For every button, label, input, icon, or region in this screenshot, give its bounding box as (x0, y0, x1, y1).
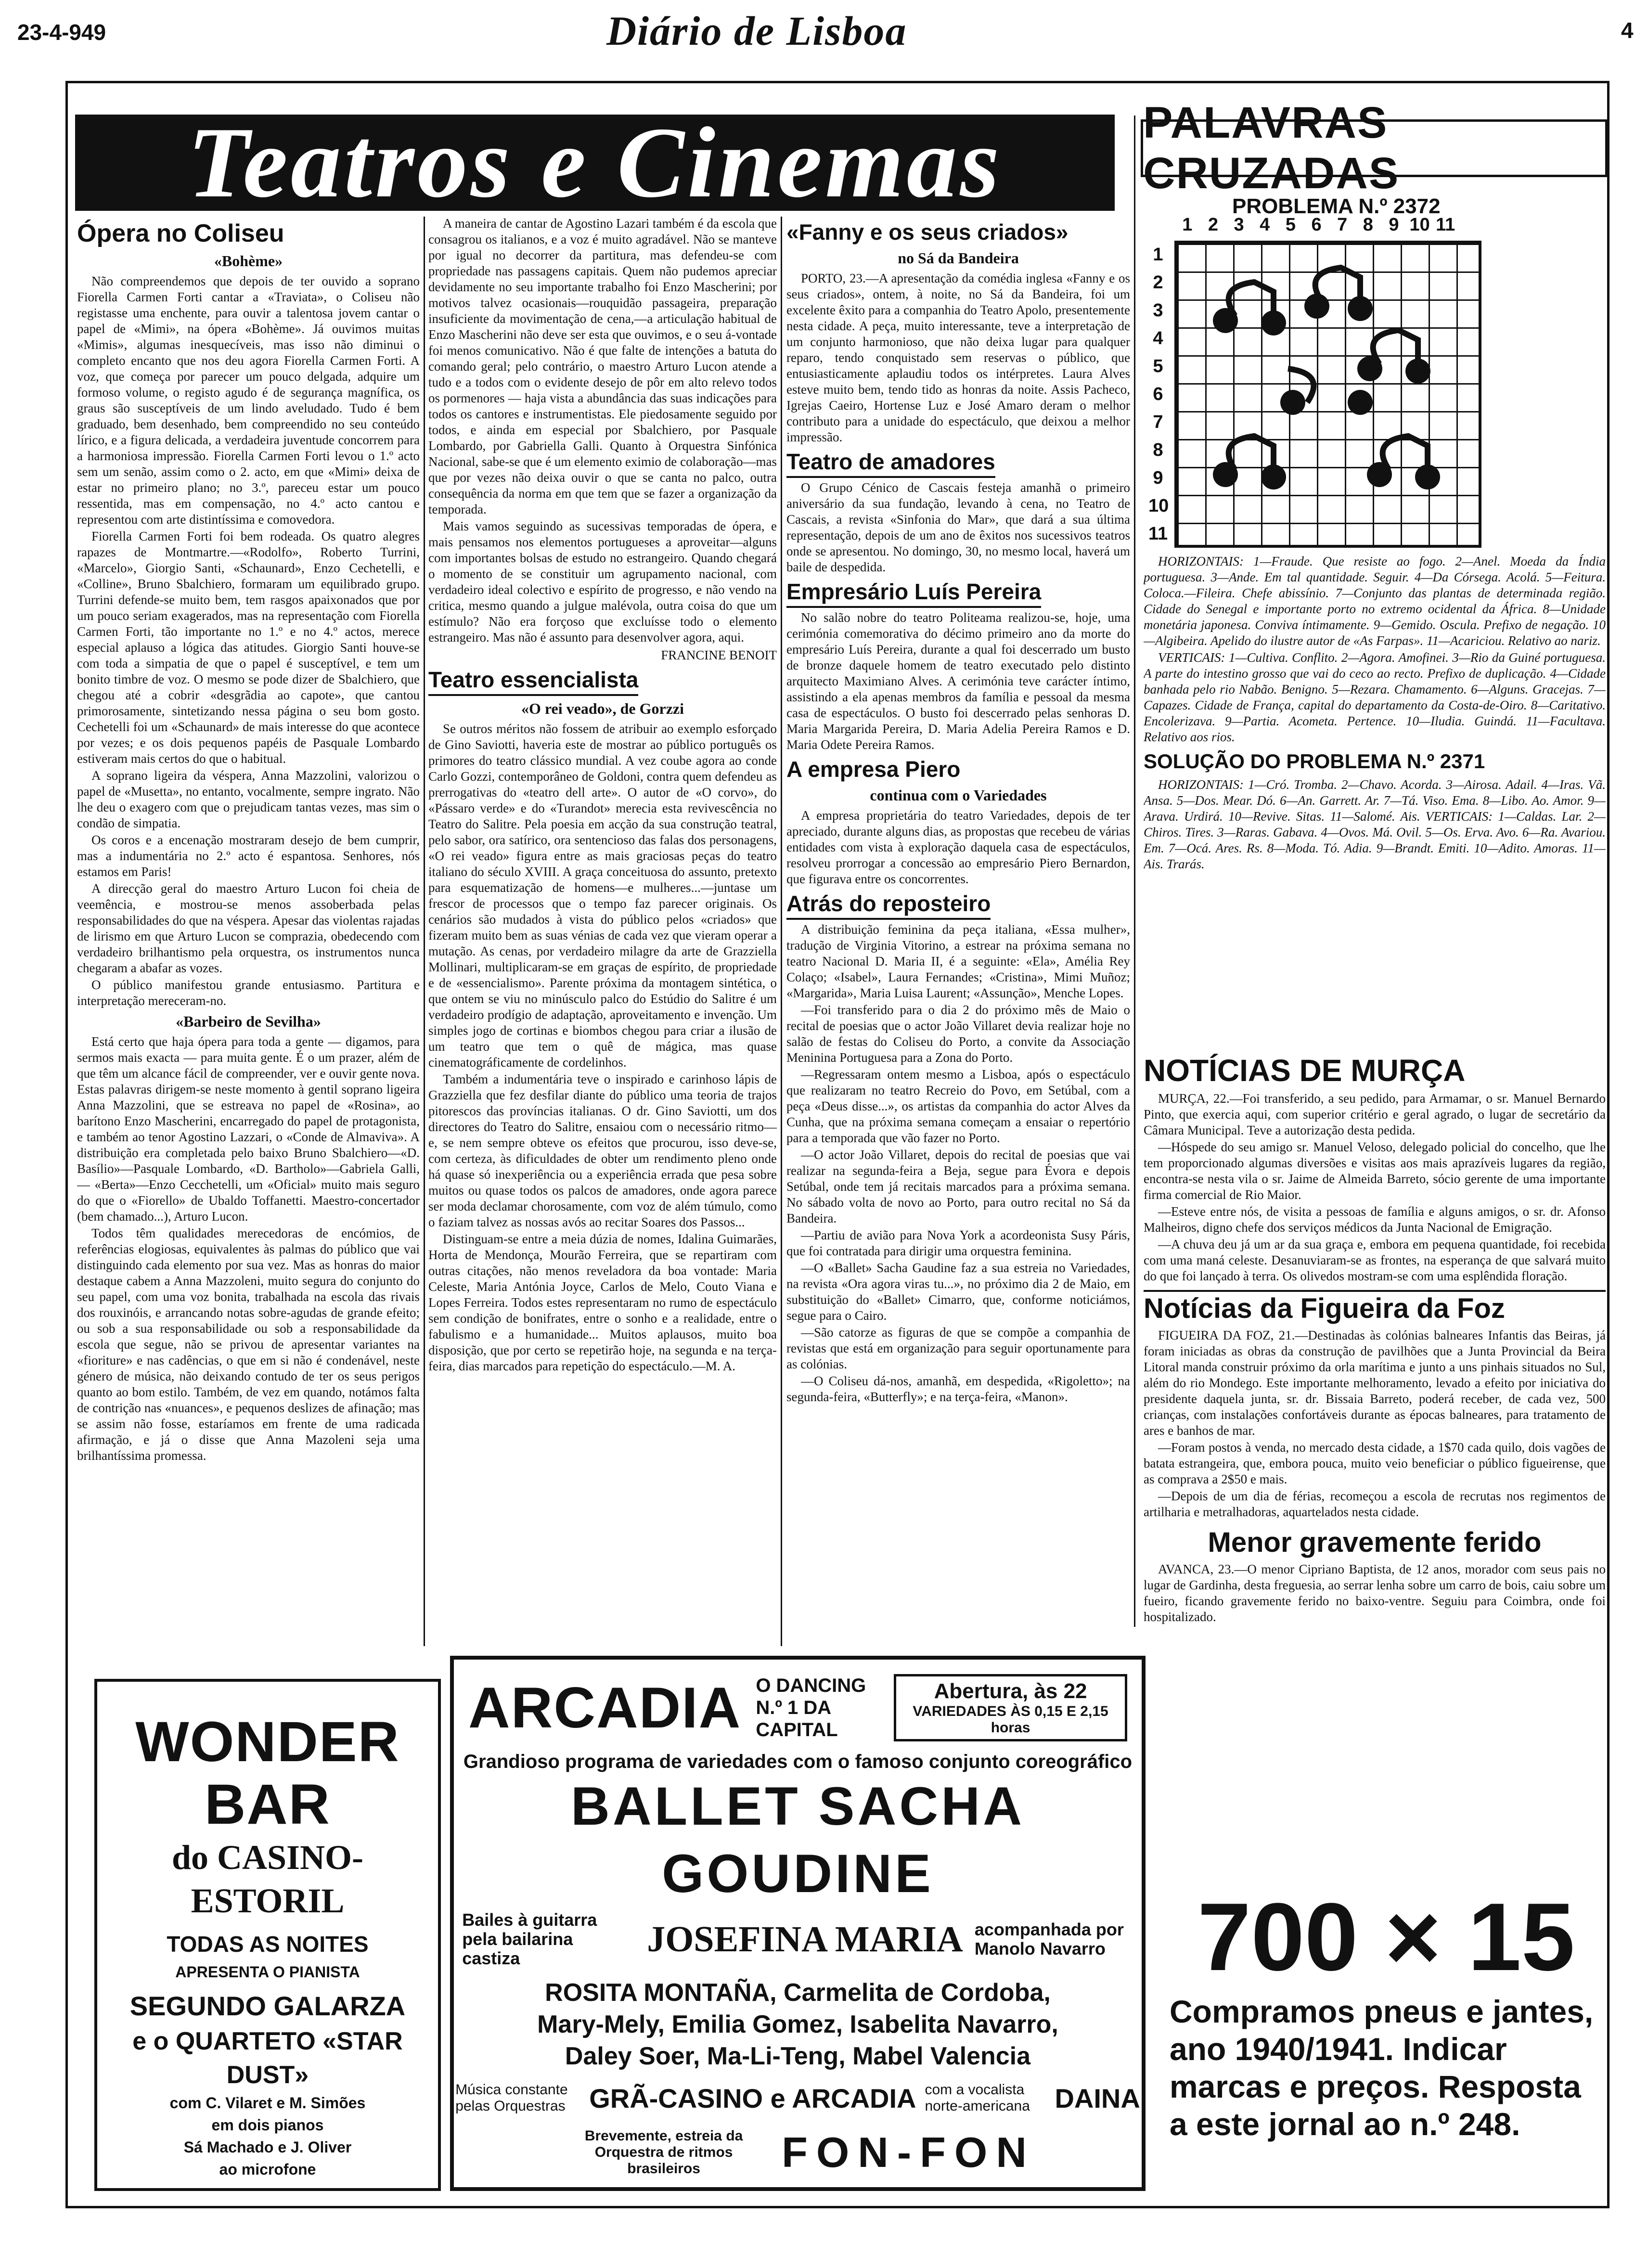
subhead-sa-bandeira: no Sá da Bandeira (898, 249, 1019, 267)
arcadia-name: ARCADIA (468, 1675, 742, 1740)
headline-opera: Ópera no Coliseu (77, 219, 284, 247)
crossword-problem-number: PROBLEMA N.º 2372 (1232, 194, 1441, 218)
paragraph: Está certo que haja ópera para toda a gente — digamos, para sermos mais exacta — para muita gente. É o um prazer, além de que têm um alcance fácil de compreender, ver e ouvir gente nova. Estas palavras dirigem-se neste momento à gentil soprano ligeira Anna Mazzolini, que se estreava no papel de «Rosina», ao barítono Enzo Mascherini, encarregado do papel de protagonista, e também ao tenor Agostino Lazzari, o «Conde de Almaviva». A distribuição era completada pelo baixo Bruno Sbalchiero—«D. Basílio»—Pasquale Lombardo, «D. Bartholo»—Gabriela Galli, — «Berta»—Enzo Cecchetelli, um «Oficial» muito mais seguro do que o «Fiorello» de Ubaldo Toffanetti. Maestro-concertador (bem chamado...), Arturo Lucon. (77, 1034, 420, 1224)
headline-teatro-amadores: Teatro de amadores (786, 448, 1130, 478)
paragraph: A direcção geral do maestro Arturo Lucon foi cheia de veemência, e mostrou-se menos assoberbada pelas responsabilidades do que na véspera. Apesar das violentas rajadas de lirismo em que Arturo Lucon se comprazia, obedecendo com verdadeiro brilhantismo pela orquestra, os instrumentos nunca chegaram a abafar as vozes. (77, 881, 420, 975)
headline-figueira: Notícias da Figueira da Foz (1144, 1290, 1606, 1326)
paragraph: —O Coliseu dá-nos, amanhã, em despedida, «Rigoletto»; na segunda-feira, «Butterfly»; e na terça-feira, «Manon». (786, 1374, 1130, 1404)
paragraph: Distinguam-se entre a meia dúzia de nomes, Idalina Guimarães, Horta de Mendonça, Mourão Ferreira, que se repartiram com outras citações, não menos reveladora da boa vontade: Maria Celeste, Maria Antónia Joyce, Carlos de Melo, Couto Viana e Lopes Ferreira. Todos estes representaram no rumo de espectáculo sem condição de bonifrates, entre o sonho e a realidade, entre o fabulismo e a humanidade... Muitos aplausos, muito boa disposição, que por certo se repetirão hoje, na segunda e na terça-feira, dias marcados para repetição do espectáculo.—M. A. (428, 1232, 777, 1373)
subhead-variedades: continua com o Variedades (870, 786, 1047, 804)
subhead-rei-veado: «O rei veado», de Gorzzi (521, 700, 684, 717)
section-banner: Teatros e Cinemas (75, 115, 1115, 211)
paragraph: A maneira de cantar de Agostino Lazari também é da escola que consagrou os italianos, e a voz é muito agradável. Não se manteve por igual no decorrer da partitura, mas defendeu-se com propriedade nas passagens capitais. Quem não pudemos apreciar devidamente no seu importante trabalho foi Enzo Mascherini; por motivos talvez ocasionais—rouquidão passageira, preparação insuficiente da movimentação de cena,—a articulação habitual de Enzo Mascherini não deve ser esta que ouvimos, e o seu á-vontade foi menos comunicativo. Não é que falte de intenções a batuta do comando geral; pelo contrário, o maestro Arturo Lucon atende a tudo e a todos com o evidente desejo de pôr em alto relevo todos os pormenores — haja vista a abundância das suas indicações para todos os cantores e instrumentistas. Ele piedosamente seguido por todos, e ainda em especial por Sbalchiero, por Pasquale Lombardo, por Gabriella Galli. Quanto à Orquestra Sinfónica Nacional, sabe-se que é um elemento eximio de colaboração—mas que por vezes não deixa ouvir o que se canta no palco, outra consequência da norma em que tem que se fazer a organização da temporada. (428, 216, 777, 516)
ad-700-big: 700 × 15 (1197, 1883, 1575, 1991)
paragraph: No salão nobre do teatro Politeama realizou-se, hoje, uma cerimónia comemorativa do décimo primeiro ano da morte do empresário Luís Pereira, durante a qual foi descerrado um busto de bronze daquele homem de teatro executado pelo distinto arquitecto Maximiano Alves. A cerimónia teve carácter íntimo, assistindo a ela apenas membros da família e pessoal da mesma casa de espectáculos. O busto foi descerrado pelas senhoras D. Maria Margarida Pereira, D. Maria Adelia Pereira Ramos e D. Maria Odete Pereira Ramos. (786, 610, 1130, 752)
paragraph: —Regressaram ontem mesmo a Lisboa, após o espectáculo que realizaram no teatro Recreio do Povo, em Setúbal, com a peça «Deus disse...», os artistas da companhia do actor Alves da Cunha, que na próxima semana começam a ensaiar o repertório para a temporada que vão fazer no Porto. (786, 1067, 1130, 1145)
paragraph: —São catorze as figuras de que se compõe a companhia de revistas que está em organização para seguir oportunamente para as colónias. (786, 1325, 1130, 1371)
paragraph: Se outros méritos não fossem de atribuir ao exemplo esforçado de Gino Saviotti, haveria este de mostrar ao público português os primores do teatro clássico mundial. A vez coube agora ao conde Carlo Gozzi, contemporâneo de Goldoni, contra quem defendeu as prerrogativas do «teatro dell arte». O autor de «O corvo», do «Pássaro verde» e do «Turandot» merecia esta revivescência no Teatro do Salitre. Pela poesia em acção da sua construção teatral, pelo sabor, ora satírico, ora sentencioso das falas dos personagens, «O rei veado» figura entre as mais graciosas peças do teatro italiano do século XVIII. A graça conceituosa do assunto, pretexto para esquematização de homens—e mulheres...—juntase um frescor de processos que o tempo faz parecer originais. Os cenários são mudados à vista do público pelos «criados» que fizeram muito bem as suas vénias de cada vez que vieram operar a mutação. As cenas, por verdadeiro milagre da arte de Grazziella Mollinari, multiplicaram-se em graças de espírito, de propriedade e de «essencialismo». Parente próxima da montagem sintética, o que ontem se viu no minúsculo palco do Estúdio do Salitre é um verdadeiro prodígio de adaptação, aproveitamento e invenção. Um simples jogo de cortinas e biombos chegou para criar a ilusão de um teatro que tem o quê de mágica, mas quase cinematográficamente de cordelinhos. (428, 722, 777, 1070)
headline-empresa-piero: A empresa Piero (786, 757, 961, 782)
right-column-news (1144, 1049, 1606, 1882)
crossword-column-numbers: 1 2 3 4 5 6 7 8 9 10 11 (1182, 215, 1455, 235)
paragraph: —Foram postos à venda, no mercado desta cidade, a 1$70 cada quilo, dois vagões de batata estrangeira, que, embora pouca, muito veio beneficiar o público figueirense, que as comprava a 2$50 e mais. (1144, 1440, 1606, 1486)
page-number: 4 (1621, 18, 1634, 43)
paragraph: Os coros e a encenação mostraram desejo de bem cumprir, mas a indumentária no 2.º acto é espantosa. Senhores, nós estamos em Paris! (77, 833, 420, 879)
paragraph: FIGUEIRA DA FOZ, 21.—Destinadas às colónias balneares Infantis das Beiras, já foram iniciadas as obras da construção de pavilhões que a Junta Provincial da Beira Litoral manda construir próximo da orla marítima e junto a uns pinhais situados no Sul, além do rio Mondego. Este importante melhoramento, levado a efeito por iniciativa do presidente daquela junta, sr. dr. Bissaia Barreto, poderá receber, de cada vez, 500 crianças, com instalações confortáveis durante as épocas balneares, para tratamento de ares e banhos de mar. (1144, 1328, 1606, 1438)
article-opera-continued (428, 216, 777, 1477)
ad-700-text: Compramos pneus e jantes, ano 1940/1941. Indicar marcas e preços. Resposta a este jornal ao n.º 248. (1170, 1994, 1594, 2142)
arcadia-artists-1: ROSITA MONTAÑA, Carmelita de Cordoba, (545, 1979, 1051, 2007)
clues-horizontais: HORIZONTAIS: 1—Fraude. Que resiste ao fogo. 2—Anel. Moeda da Índia portuguesa. 3—Ande. Em tal quantidade. Seguir. 4—Da Córsega. Acolá. 5—Feitura. Coloca.—Fileira. Chefe abissínio. 7—Conjunto das plantas de determinada região. Cidade do Senegal e importante porto no extremo ocidental da África. 8—Unidade monetária japonesa. Conviva íntimamente. 9—Gemido. Oscula. Prefixo de negação. 10—Algibeira. Apelido do ilustre autor de «As Farpas». 11—Acariciou. Relativo ao nariz. (1144, 554, 1606, 648)
paragraph: A empresa proprietária do teatro Variedades, depois de ter apreciado, durante alguns dias, as propostas que recebeu de várias entidades com vista à exploração daquela casa de espectáculos, resolveu prorrogar a concessão ao empresário Piero Bernardon, que figurava entre os concorrentes. (786, 808, 1130, 886)
ad-arcadia (450, 1656, 1146, 2191)
paragraph: —Foi transferido para o dia 2 do próximo mês de Maio o recital de poesias que o actor João Villaret devia realizar hoje no salão de festas do Coliseu do Porto, a convite da Associação Meninina Portuguesa para a Zona do Porto. (786, 1003, 1130, 1065)
headline-reposteiro: Atrás do reposteiro (786, 890, 1130, 920)
column-rule-2 (781, 217, 782, 1646)
headline-teatro-essencialista: Teatro essencialista (428, 666, 777, 696)
paragraph: O Grupo Cénico de Cascais festeja amanhã o primeiro aniversário da sua fundação, levando à cena, no Teatro de Cascais, a revista «Sinfonia do Mar», que dará a sua última representação, depois de um ano de êxitos nos sucessivos teatros onde se apresentou. No domingo, 30, no mesmo local, haverá um baile de despedida. (786, 480, 1130, 574)
ad-wonder-bar: WONDER BAR do CASINO-ESTORIL TODAS AS NOITES APRESENTA O PIANISTA SEGUNDO GALARZA e o QUARTETO «STAR DUST» com C. Vilaret e M. Simões em dois pianos Sá Machado e J. Oliver ao microfone (94, 1679, 441, 2191)
crossword-note-pattern (1177, 244, 1479, 545)
paragraph: PORTO, 23.—A apresentação da comédia inglesa «Fanny e os seus criados», ontem, à noite, no Sá da Bandeira, foi um excelente êxito para a companhia do Teatro Apolo, presentemente nesta cidade. A peça, muito interessante, teve a interpretação de um conjunto harmonioso, que não deixa lugar para qualquer reparo, tendo conquistado sem reservas o público, que entusiasticamente aplaudiu todos os intérpretes. Laura Alves esteve muito bem, tendo tido as honras da noite. Assis Pacheco, Igrejas Caeiro, Hortense Luz e José Amaro deram o melhor contributo para a unidade do espectáculo, que deixou a melhor impressão. (786, 271, 1130, 444)
issue-date: 23-4-949 (17, 20, 106, 45)
paragraph: Fiorella Carmen Forti foi bem rodeada. Os quatro alegres rapazes de Montmartre.—«Rodolfo», Roberto Turrini, «Marcelo», Giorgio Santi, «Schaunard», Enzo Cechetelli, e «Colline», Bruno Sbalchiero, formaram um equilibrado grupo. Turrini defende-se muito bem, tem rasgos apaixonados que por um pouco seriam exagerados, mas na representação com Fiorella Carmen Forti, tão importante no 1.º e no 4.º actos, merece especial aplauso a lógica das atitudes. Giorgio Santi houve-se com toda a simpatia de que o papel é susceptível, e tem um bonito timbre de voz. O mesmo se pode dizer de Sbalchiero, que chegou até a cobrir «desgrãdia ao capote», que cantou primorosamente, sintetizando nessa página o seu bom gosto. Cechetelli foi um «Schaunard» de mais interesse do que acontece por vezes; e os dois pequenos papéis de Pasquale Lombardo estiveram mais certos do que o habitual. (77, 529, 420, 766)
byline: FRANCINE BENOIT (661, 648, 777, 662)
paragraph: —A chuva deu já um ar da sua graça e, embora em pequena quantidade, foi recebida com uma maná celeste. Desanuviaram-se as frontes, na esperança de que salvará muito do que foi lançado à terra. Os olivedos mostram-se com uma esplêndida floração. (1144, 1237, 1606, 1283)
column-rule-3 (1134, 116, 1135, 1627)
article-opera-coliseu (77, 216, 420, 1655)
paragraph: AVANCA, 23.—O menor Cipriano Baptista, de 12 anos, morador com seus pais no lugar de Gardinha, desta freguesia, ao serrar lenha sobre um carro de bois, caiu sobre um fueiro, ficando gravemente ferido no baixo-ventre. Seguiu para Coimbra, onde foi hospitalizado. (1144, 1562, 1606, 1624)
article-theatre-news (786, 216, 1130, 1645)
paragraph: —Partiu de avião para Nova York a acordeonista Susy Páris, que foi contratada para dirigir uma orquestra feminina. (786, 1228, 1130, 1258)
arcadia-fonfon-row: Brevemente, estreia da Orquestra de ritmos brasileiros FON-FON (584, 2128, 1035, 2177)
paragraph: Não compreendemos que depois de ter ouvido a soprano Fiorella Carmen Forti cantar a «Traviata», o Coliseu não registasse uma enchente, para ouvir a talentosa jovem cantar o papel de «Mimi», na ópera «Bohème». Já ouvimos muitas «Mimis», algumas inesquecíveis, mas isso não diminui o completo encanto que nos deu agora Fiorella Carmen Forti. A voz, que começa por parecer um pouco delgada, adquire um formoso volume, o registo agudo é de segurança magnífica, os graus são susceptíveis de um lindo aveludado. Tudo é bem graduado, bem desenhado, bem compreendido no seu conteúdo lírico, e a figura delicada, a verdadeira juventude concorrem para a harmoniosa impressão. Fiorella Carmen Forti levou o 1.º acto sem um senão, assim como o 2. acto, em que «Mimi» deixa de estar no primeiro plano; no 3.º, pareceu estar um pouco ressentida, mas em compensação, no 4.º acto cantou e representou com arte distintíssima e comovedora. (77, 274, 420, 527)
arcadia-line: Grandioso programa de variedades com o famoso conjunto coreográfico (463, 1751, 1133, 1772)
paragraph: Todos têm qualidades merecedoras de encómios, de referências elogiosas, equivalentes às palmas do público que vai distinguindo cada elemento por sua vez. Mas as honras do maior destaque cabem a Anna Mazzoleni, muito segura do conjunto do seu papel, com uma voz bonita, trabalhada na escola das rivais dos rouxinóis, e arrancando notas sobre-agudas de grande efeito; ou sob a sua responsabilidade ou sob a responsabilidade da escola que segue, não se privou de apresentar variantes na «fioriture» e nas cadências, o que em si não é condenável, neste género de música, não deixando contudo de ter os seus perigos quanto ao bom estilo. Também, de vez em quando, notámos falta de contrição nas «nuances», e pequenos deslizes de afinação; mas se assim não fosse, estaríamos em frente de uma radicada afirmação, e já o disse que Anna Mazoleni seja uma brilhantíssima promessa. (77, 1226, 420, 1463)
headline-empresario: Empresário Luís Pereira (786, 578, 1130, 608)
crossword-row-numbers: 1 2 3 4 5 6 7 8 9 10 11 (1148, 245, 1169, 544)
headline-murca: NOTÍCIAS DE MURÇA (1144, 1053, 1466, 1088)
newspaper-title: Diário de Lisboa (606, 8, 907, 54)
ad-tyres (1170, 1883, 1603, 2143)
paragraph: —Depois de um dia de férias, recomeçou a escola de recrutas nos regimentos de artilharia e metralhadoras, aquartelados nesta cidade. (1144, 1489, 1606, 1519)
solution-title: SOLUÇÃO DO PROBLEMA N.º 2371 (1144, 750, 1485, 773)
arcadia-hours-box: Abertura, às 22 VARIEDADES ÀS 0,15 E 2,15 horas (894, 1674, 1127, 1741)
subhead-boheme: «Bohème» (214, 252, 283, 270)
paragraph: MURÇA, 22.—Foi transferido, a seu pedido, para Armamar, o sr. Manuel Bernardo Pinto, que exercia aqui, com superior critério e geral agrado, o lugar de secretário da Câmara Municipal. Teve a autorização desta pedida. (1144, 1091, 1606, 1137)
paragraph: O público manifestou grande entusiasmo. Partitura e interpretação mereceram-no. (77, 978, 420, 1008)
arcadia-artists-2: Mary-Mely, Emilia Gomez, Isabelita Navarro, (537, 2010, 1058, 2038)
arcadia-artists-3: Daley Soer, Ma-Li-Teng, Mabel Valencia (565, 2042, 1031, 2070)
paragraph: —O actor João Villaret, depois do recital de poesias que vai realizar na segunda-feira a Beja, segue para Évora e depois Setúbal, onde tem já recitais marcados para a próxima semana. No sábado volta de novo ao Porto, para outro recital no Sá da Bandeira. (786, 1147, 1130, 1225)
arcadia-ballet: BALLET SACHA GOUDINE (570, 1776, 1025, 1904)
arcadia-josefina-row: Bailes à guitarra pela bailarina castiza JOSEFINA MARIA acompanhada por Manolo Navarro (462, 1910, 1124, 1968)
crossword-title: PALAVRAS CRUZADAS (1141, 119, 1608, 177)
paragraph: A distribuição feminina da peça italiana, «Essa mulher», tradução de Virginia Vitorino, a estrear na próxima semana no teatro Nacional D. Maria II, é a seguinte: «Ela», Amélia Rey Colaço; «Isabel», Laura Fernandes; «Cristina», Mimi Muñoz; «Margarida», Maria Luisa Laurent; «Assunção», Menche Lopes. (786, 922, 1130, 1000)
paragraph: Mais vamos seguindo as sucessivas temporadas de ópera, e mais pensamos nos elementos portugueses a aproveitar—alguns com importantes bolsas de estudo no estrangeiro. Quando chegará o momento de se constituir um agrupamento nacional, com verdadeiro ideal colectivo e espírito de progresso, e não vendo na critica, mesmo quando a julgue malévola, outra coisa do que um estímulo? Não era forçoso que excluísse todo o elemento estrangeiro. Mas não é assunto para desenvolver agora, aqui. (428, 519, 777, 644)
paragraph: Também a indumentária teve o inspirado e carinhoso lápis de Grazziella que fez desfilar diante do público uma teoria de trajos pitorescos das províncias italianas. O dr. Gino Saviotti, um dos directores do Teatro do Salitre, ensaiou com o necessário ritmo—e, se nem sempre obteve os efeitos que procurou, isso deve-se, com certeza, às dificuldades de obter um rendimento pleno onde há quase só inexperiência ou a experiência errada que pesa sobre muitos ou quase todos os palcos de amadores, onde agora parece ser moda declamar chorosamente, com voz de além túmulo, como o faziam talvez as nossas avós ao recitar Soares dos Passos... (428, 1072, 777, 1229)
crossword-clues (1144, 554, 1606, 919)
clues-verticais: VERTICAIS: 1—Cultiva. Conflito. 2—Agora. Amofinei. 3—Rio da Guiné portuguesa. A parte do intestino grosso que vai do ceco ao recto. Prefixo de duplicação. 4—Cidade banhada pelo rio Nabão. Benigno. 5—Rezara. Chamamento. 6—Alguns. Gracejas. 7—Capazes. Cidade de França, capital do departamento da Costa-de-Oiro. 8—Caritativo. Encolerizava. 9—Partia. Acometa. Pertence. 10—Iludia. Guindá. 11—Facultava. Relativo aos rios. (1144, 650, 1606, 744)
paragraph: —Hóspede do seu amigo sr. Manuel Veloso, delegado policial do concelho, que lhe tem proporcionado algumas diversões e visitas aos mais aprazíveis lugares da região, encontra-se nesta vila o sr. Jaime de Almeida Barreto, sócio gerente de uma importante firma comercial de Rio Maior. (1144, 1140, 1606, 1202)
arcadia-tag: O DANCING N.º 1 DA CAPITAL (756, 1675, 866, 1740)
column-rule-1 (424, 217, 425, 1646)
arcadia-music-row: Música constante pelas Orquestras GRÃ-CASINO e ARCADIA com a vocalista norte-americana DAINA (455, 2082, 1140, 2114)
paragraph: —O «Ballet» Sacha Gaudine faz a sua estreia no Variedades, na revista «Ora agora viras tu...», no próximo dia 2 de Maio, em substituição do «Ballet» Cimarro, que, conforme noticiámos, segue para o Cairo. (786, 1261, 1130, 1323)
paragraph: A soprano ligeira da véspera, Anna Mazzolini, valorizou o papel de «Musetta», no entanto, vocalmente, sempre ingrato. Não lhe deu o exagero com que o prejudicam tantas vezes, mas sim o condão de simpatia. (77, 768, 420, 830)
headline-fanny: «Fanny e os seus criados» (786, 219, 1069, 245)
paragraph: —Esteve entre nós, de visita a pessoas de família e alguns amigos, o sr. dr. Afonso Malheiros, digno chefe dos serviços médicos da Junta Nacional de Emigração. (1144, 1204, 1606, 1235)
solution-text: HORIZONTAIS: 1—Cró. Tromba. 2—Chavo. Acorda. 3—Airosa. Adail. 4—Iras. Vã. Ansa. 5—Dos. Mear. Dó. 6—An. Garrett. Ar. 7—Tá. Viso. Ema. 8—Libo. Ao. Amor. 9—Arava. Urdirá. 10—Revive. Sitas. 11—Salomé. Ais. VERTICAIS: 1—Caldas. Lar. 2—Chiros. Tires. 3—Raras. Gabava. 4—Ovos. Má. Ovil. 5—Os. Erva. Avo. 6—Ra. Avariou. Em. 7—Ocá. Ares. Rs. 8—Moda. Tó. Adia. 9—Brandt. Emiti. 10—Adito. Amoras. 11—Ais. Trarás. (1144, 777, 1606, 871)
crossword-grid (1174, 241, 1481, 548)
subhead-barbeiro: «Barbeiro de Sevilha» (176, 1013, 321, 1030)
headline-menor-ferido: Menor gravemente ferido (1208, 1527, 1542, 1558)
